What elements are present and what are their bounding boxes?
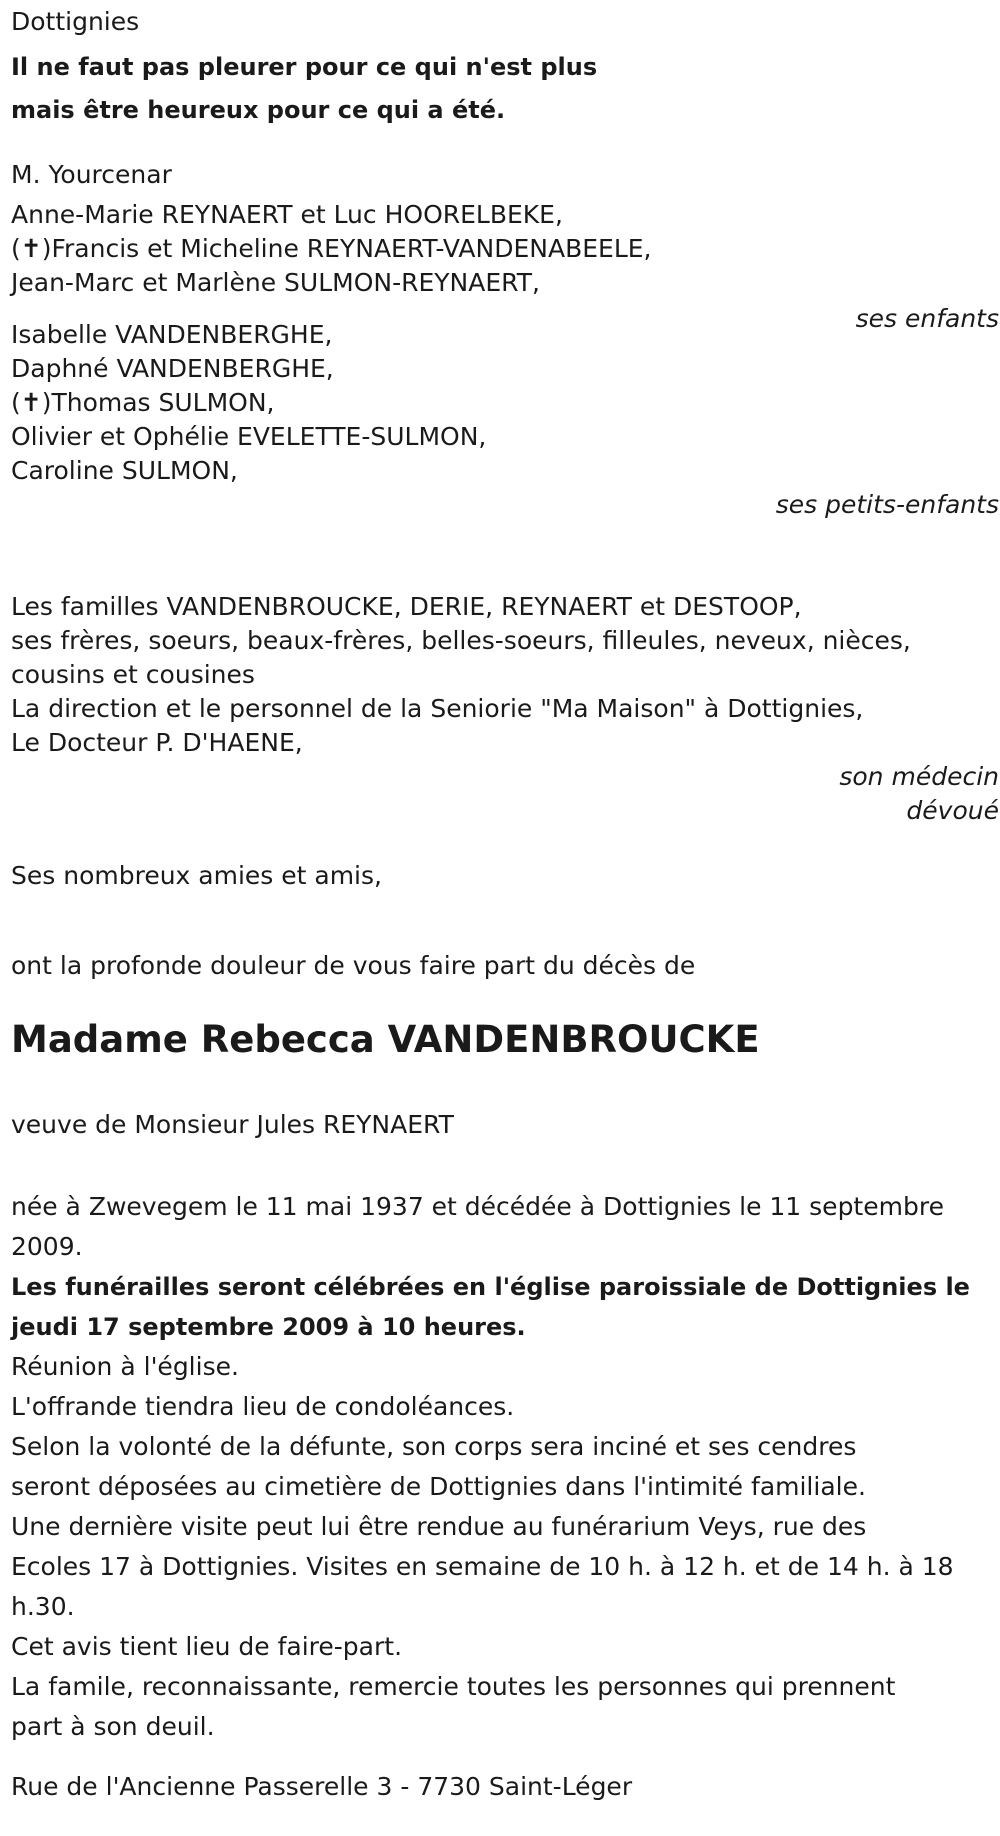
grandchildren-item: Olivier et Ophélie EVELETTE-SULMON, bbox=[11, 422, 487, 451]
relatives-item: Les familles VANDENBROUCKE, DERIE, REYNAERT et DESTOOP, bbox=[11, 592, 802, 621]
children-role: ses enfants bbox=[855, 304, 999, 333]
grandchildren-item: Isabelle VANDENBERGHE, bbox=[11, 320, 333, 349]
other-relatives bbox=[11, 590, 997, 828]
funeral-line: Les funérailles seront célébrées en l'église paroissiale de Dottignies le bbox=[11, 1273, 970, 1301]
grandchildren-role: ses petits-enfants bbox=[775, 490, 999, 519]
children-item: Anne-Marie REYNAERT et Luc HOORELBEKE, bbox=[11, 200, 563, 229]
quote-author: M. Yourcenar bbox=[11, 160, 172, 189]
doctor-role-line-1: son médecin bbox=[839, 762, 999, 791]
funeral-details bbox=[11, 1347, 997, 1747]
birth-death-line: 2009. bbox=[11, 1232, 83, 1261]
details-line: Une dernière visite peut lui être rendue au funérarium Veys, rue des bbox=[11, 1512, 867, 1541]
details-line: h.30. bbox=[11, 1592, 75, 1621]
relatives-item: La direction et le personnel de la Seniorie "Ma Maison" à Dottignies, bbox=[11, 694, 864, 723]
details-line: Cet avis tient lieu de faire-part. bbox=[11, 1632, 403, 1661]
details-line: seront déposées au cimetière de Dottignies dans l'intimité familiale. bbox=[11, 1472, 866, 1501]
details-line: L'offrande tiendra lieu de condoléances. bbox=[11, 1392, 515, 1421]
widow-of: veuve de Monsieur Jules REYNAERT bbox=[11, 1110, 454, 1139]
details-line: La famile, reconnaissante, remercie toutes les personnes qui prennent bbox=[11, 1672, 896, 1701]
quote-line-2: mais être heureux pour ce qui a été. bbox=[11, 96, 506, 124]
deceased-name: Madame Rebecca VANDENBROUCKE bbox=[11, 1018, 760, 1061]
details-line: Réunion à l'église. bbox=[11, 1352, 239, 1381]
announcement: ont la profonde douleur de vous faire part du décès de bbox=[11, 951, 696, 980]
relatives-item: cousins et cousines bbox=[11, 660, 255, 689]
children-item: (✝)Francis et Micheline REYNAERT-VANDENABEELE, bbox=[11, 234, 652, 263]
location: Dottignies bbox=[11, 7, 140, 36]
grandchildren-item: Caroline SULMON, bbox=[11, 456, 238, 485]
address: Rue de l'Ancienne Passerelle 3 - 7730 Saint-Léger bbox=[11, 1772, 633, 1801]
details-line: part à son deuil. bbox=[11, 1712, 215, 1741]
birth-death-info bbox=[11, 1187, 997, 1267]
details-line: Selon la volonté de la défunte, son corps sera inciné et ses cendres bbox=[11, 1432, 857, 1461]
funeral-line: jeudi 17 septembre 2009 à 10 heures. bbox=[11, 1313, 526, 1341]
quote-line-1: Il ne faut pas pleurer pour ce qui n'est plus bbox=[11, 53, 598, 81]
funeral-info bbox=[11, 1267, 997, 1347]
children-item: Jean-Marc et Marlène SULMON-REYNAERT, bbox=[11, 268, 540, 297]
relatives-item: ses frères, soeurs, beaux-frères, belles-soeurs, filleules, neveux, nièces, bbox=[11, 626, 911, 655]
doctor-role-line-2: dévoué bbox=[906, 796, 999, 825]
relatives-item: Le Docteur P. D'HAENE, bbox=[11, 728, 303, 757]
details-line: Ecoles 17 à Dottignies. Visites en semaine de 10 h. à 12 h. et de 14 h. à 18 bbox=[11, 1552, 954, 1581]
grandchildren-list bbox=[11, 318, 997, 522]
birth-death-line: née à Zwevegem le 11 mai 1937 et décédée à Dottignies le 11 septembre bbox=[11, 1192, 944, 1221]
grandchildren-item: Daphné VANDENBERGHE, bbox=[11, 354, 334, 383]
grandchildren-item: (✝)Thomas SULMON, bbox=[11, 388, 275, 417]
children-list bbox=[11, 198, 997, 338]
friends-line: Ses nombreux amies et amis, bbox=[11, 861, 382, 890]
